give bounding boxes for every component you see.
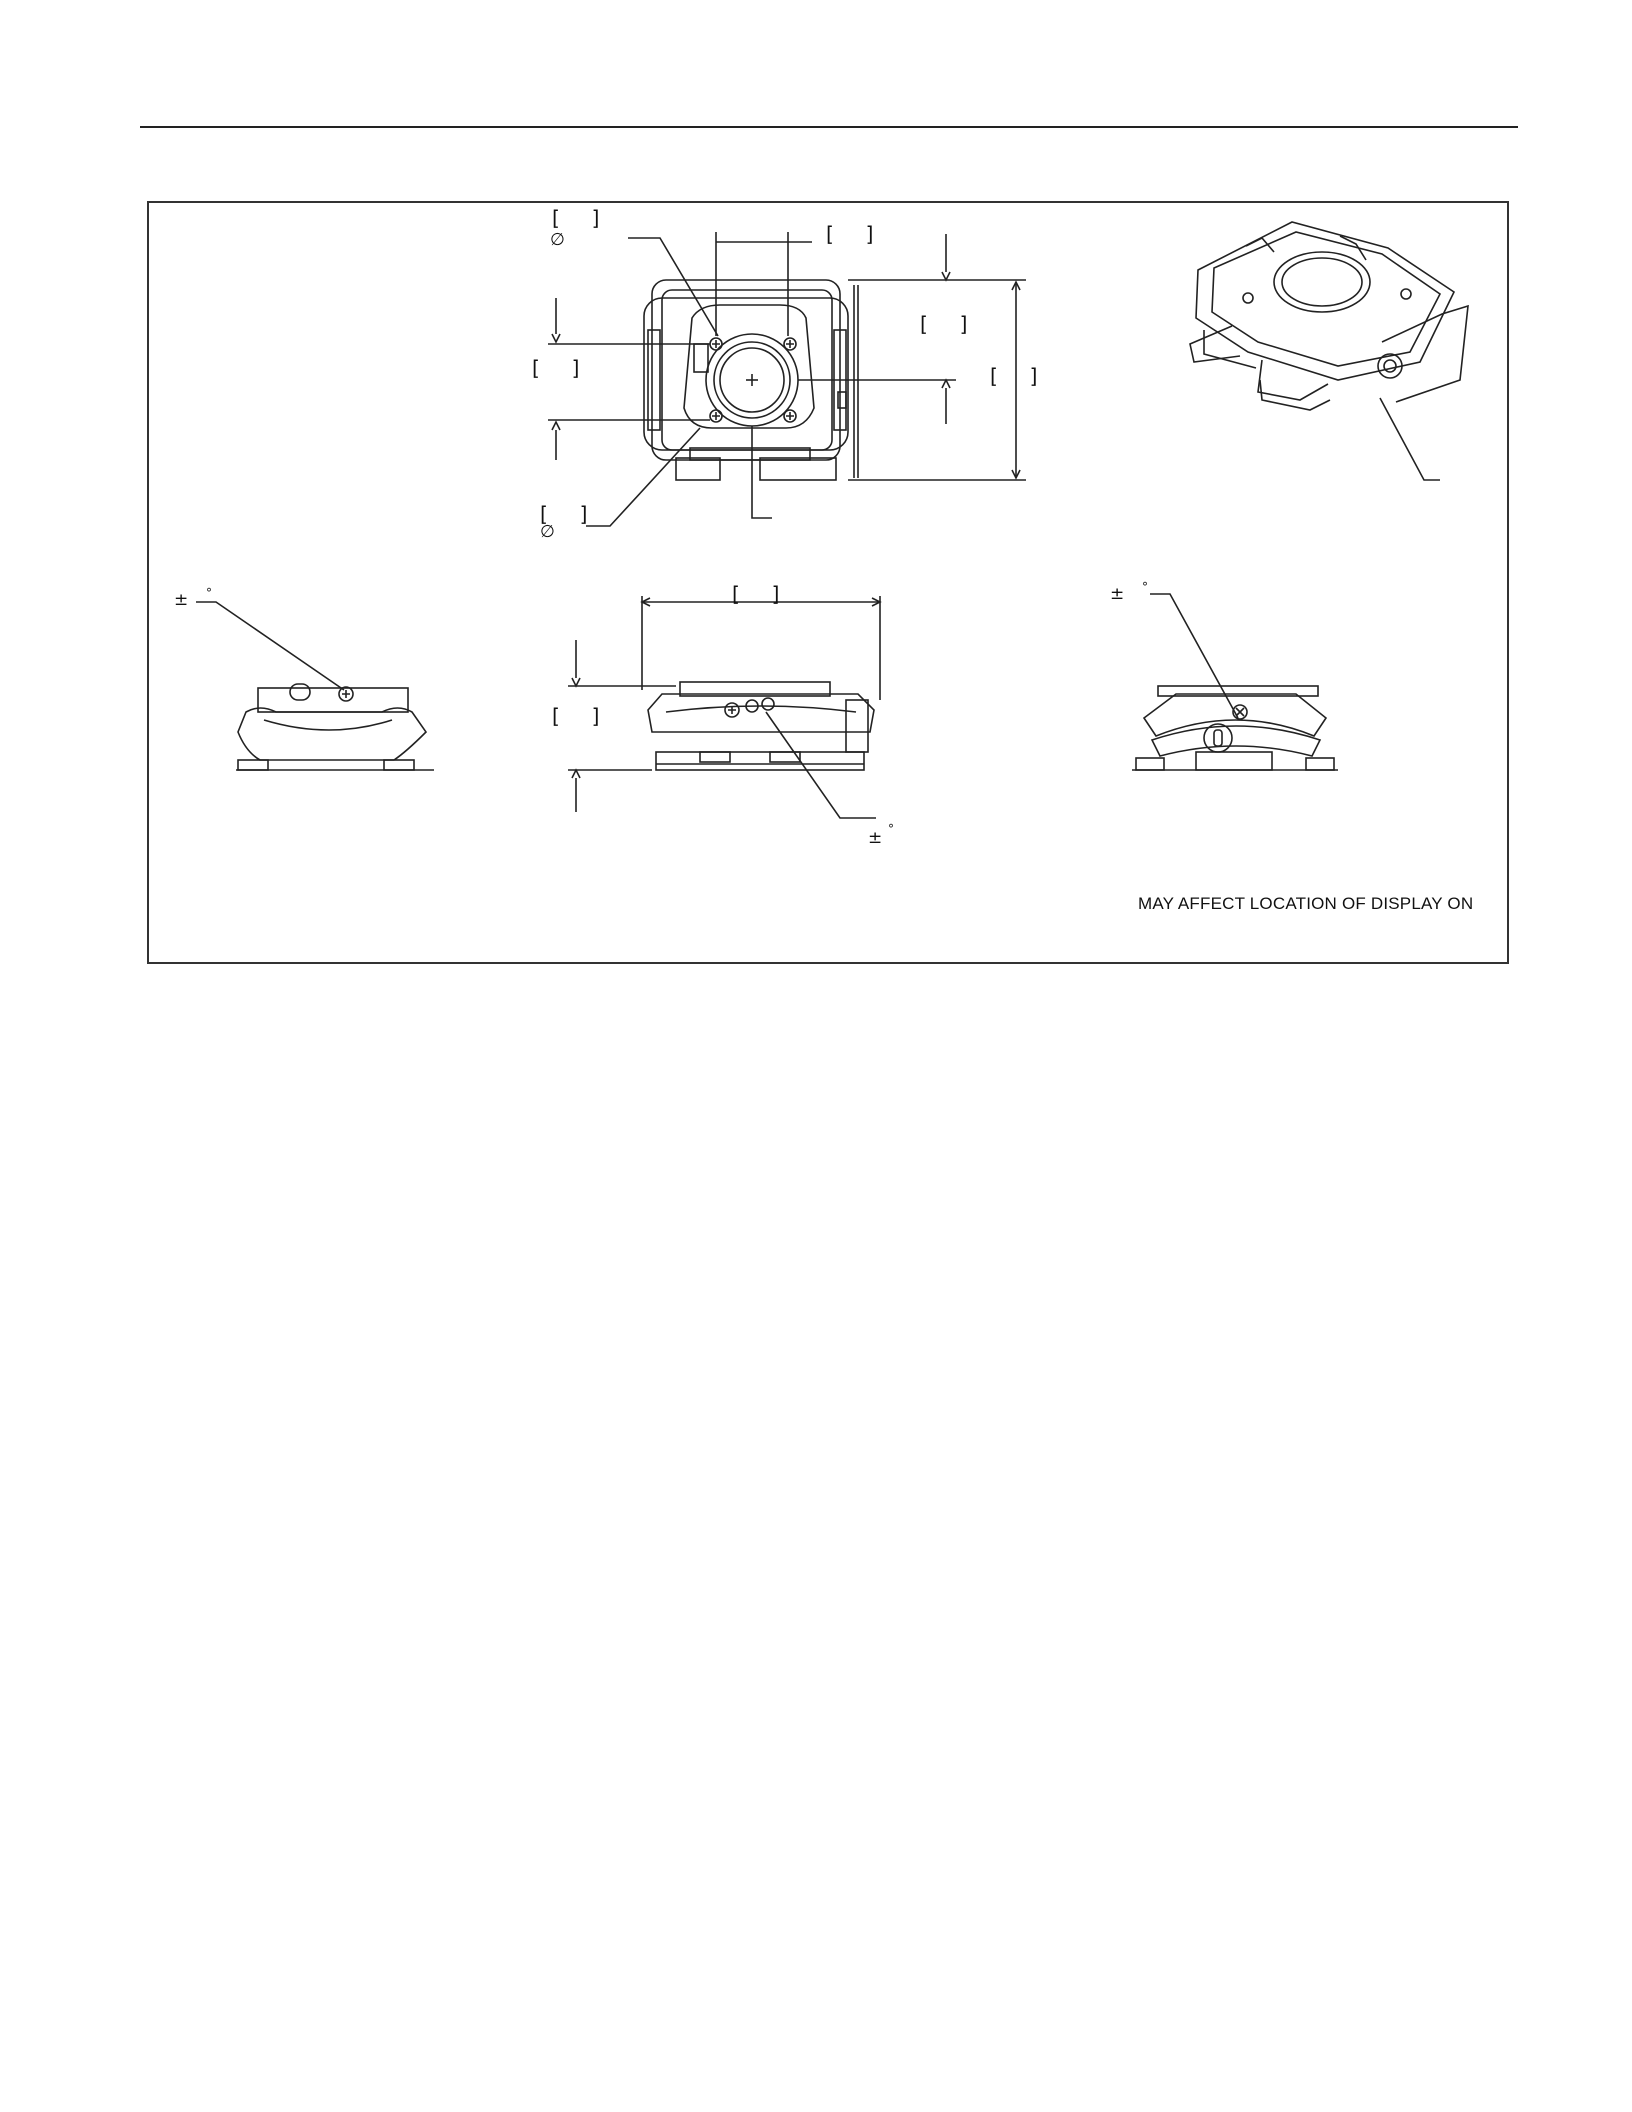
top-view xyxy=(548,232,1026,526)
figure-note: MAY AFFECT LOCATION OF DISPLAY ON xyxy=(1138,894,1474,913)
plus-minus-symbol: ± xyxy=(868,828,883,848)
plus-minus-symbol: ± xyxy=(1110,584,1125,604)
side-view-left xyxy=(196,602,434,770)
diameter-symbol: ∅ xyxy=(540,522,555,542)
dimension-bracket: [ ] xyxy=(552,704,600,728)
diameter-symbol: ∅ xyxy=(550,230,565,250)
dimension-bracket: [ ] xyxy=(552,206,600,230)
degree-symbol: ° xyxy=(888,822,894,836)
side-view-right xyxy=(1132,594,1338,770)
front-view xyxy=(568,596,880,818)
dimension-bracket: [ ] xyxy=(920,312,968,336)
dimension-bracket: [ ] xyxy=(826,222,874,246)
dimension-bracket: [ ] xyxy=(990,364,1038,388)
dimension-bracket: [ ] xyxy=(732,582,780,606)
isometric-view xyxy=(1190,222,1468,480)
dimension-bracket: [ ] xyxy=(532,356,580,380)
degree-symbol: ° xyxy=(206,586,212,600)
dimension-bracket: [ ] xyxy=(540,502,588,526)
degree-symbol: ° xyxy=(1142,580,1148,594)
plus-minus-symbol: ± xyxy=(174,590,189,610)
